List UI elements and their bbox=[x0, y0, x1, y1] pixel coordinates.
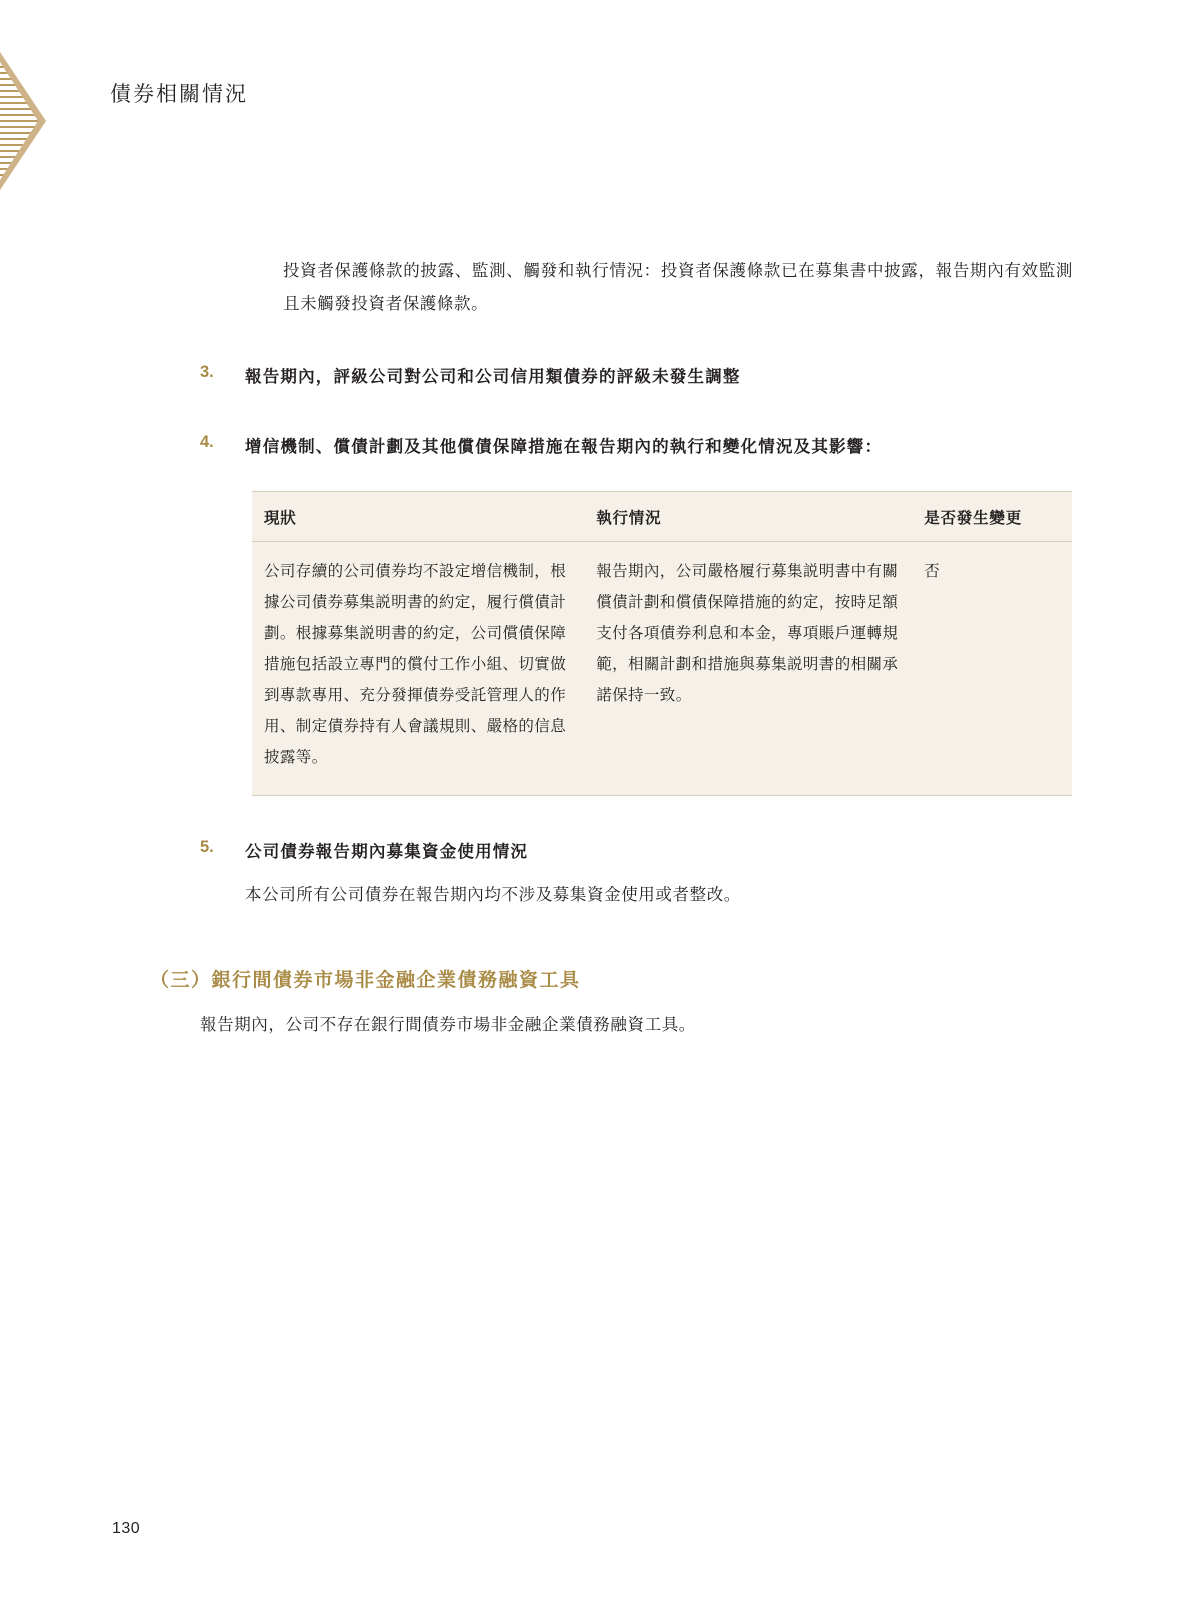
numbered-item-4 bbox=[200, 433, 1080, 461]
page-content bbox=[0, 255, 1190, 1042]
intro-paragraph: 投資者保護條款的披露、監測、觸發和執行情況：投資者保護條款已在募集書中披露，報告期內有效監測且未觸發投資者保護條款。 bbox=[283, 262, 1073, 313]
column-header-status: 現狀 bbox=[252, 492, 588, 542]
column-header-changed: 是否發生變更 bbox=[916, 492, 1072, 542]
item-title: 增信機制、償債計劃及其他償債保障措施在報告期內的執行和變化情況及其影響： bbox=[245, 438, 883, 457]
item-title: 公司債券報告期內募集資金使用情況 bbox=[245, 843, 529, 862]
table-header-row bbox=[252, 492, 1072, 542]
page-number: 130 bbox=[112, 1520, 141, 1537]
cell-changed: 否 bbox=[924, 563, 941, 581]
column-header-execution: 執行情況 bbox=[588, 492, 916, 542]
page-header-title: 債券相關情況 bbox=[110, 82, 248, 106]
item-number: 3. bbox=[200, 363, 214, 381]
item-number: 4. bbox=[200, 433, 214, 452]
item-number: 5. bbox=[200, 838, 214, 857]
debt-guarantee-table bbox=[252, 491, 1072, 796]
section-heading: （三）銀行間債券市場非金融企業債務融資工具 bbox=[150, 970, 581, 992]
numbered-item-5 bbox=[200, 838, 1080, 911]
decorative-corner-mark bbox=[0, 52, 62, 190]
item-body: 本公司所有公司債券在報告期內均不涉及募集資金使用或者整改。 bbox=[245, 886, 741, 905]
section-body: 報告期內，公司不存在銀行間債券市場非金融企業債務融資工具。 bbox=[200, 1016, 696, 1035]
item-title: 報告期內，評級公司對公司和公司信用類債券的評級未發生調整 bbox=[245, 368, 741, 386]
cell-status: 公司存續的公司債券均不設定增信機制，根據公司債券募集説明書的約定，履行償債計劃。根據募集説明書的約定，公司償債保障措施包括設立專門的償付工作小組、切實做到專款專用、充分發揮債券受託管理人的作用、制定債券持有人會議規則、嚴格的信息披露等。 bbox=[264, 563, 567, 767]
table-row bbox=[252, 542, 1072, 796]
cell-execution: 報告期內，公司嚴格履行募集説明書中有關償債計劃和償債保障措施的約定，按時足額支付各項債券利息和本金，專項賬戶運轉規範，相關計劃和措施與募集説明書的相關承諾保持一致。 bbox=[596, 563, 899, 705]
numbered-item-3 bbox=[200, 363, 1080, 391]
